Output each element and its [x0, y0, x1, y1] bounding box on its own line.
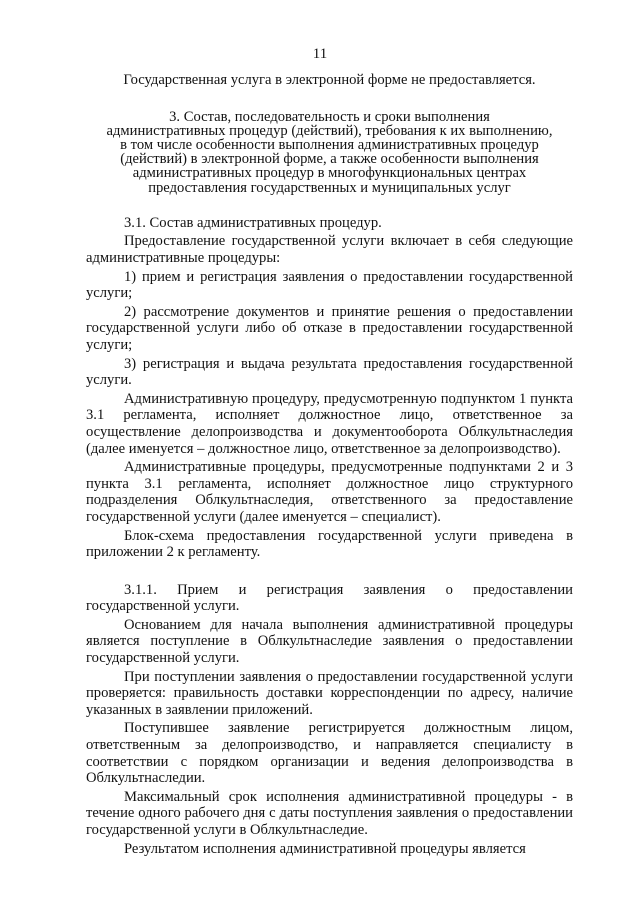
list-item-2: 2) рассмотрение документов и принятие решения о предоставлении государственной услуги либо об отказе в предоставлении государственной услуги;: [86, 303, 573, 353]
paragraph-basis: Основанием для начала выполнения административной процедуры является поступление в Облкультнаследие заявления о предоставлении государственной услуги.: [86, 616, 573, 667]
paragraph-max-term: Максимальный срок исполнения административной процедуры - в течение одного рабочего дня с даты поступления заявления о предоставлении государственной услуги в Облкультнаследие.: [86, 788, 573, 838]
paragraph-registration: Поступившее заявление регистрируется должностным лицом, ответственным за делопроизводство, и направляется специалисту в соответствии с порядком организации и ведения делопроизводства в Облкультнаследии.: [86, 720, 573, 787]
paragraph-responsible-official: Административную процедуру, предусмотренную подпунктом 1 пункта 3.1 регламента, исполняет должностное лицо, ответственное за осуществление делопроизводства и документооборота Облкультнаследия (далее именуется – должностное лицо, ответственное за делопроизводство).: [86, 390, 573, 457]
page-number: 11: [312, 46, 328, 62]
list-item-1: 1) прием и регистрация заявления о предоставлении государственной услуги;: [86, 268, 573, 302]
section-heading-line: предоставления государственных и муниципальных услуг: [148, 179, 511, 196]
paragraph-specialist: Административные процедуры, предусмотренные подпунктами 2 и 3 пункта 3.1 регламента, исполняет должностное лицо структурного подразделения Облкультнаследия, ответственного за предоставление государственной услуги (далее именуется – специалист).: [86, 459, 573, 525]
subsection-title-3-1-1: 3.1.1. Прием и регистрация заявления о предоставлении государственной услуги.: [86, 581, 573, 615]
section-heading-line: административных процедур в многофункциональных центрах: [132, 165, 527, 182]
paragraph-block-scheme: Блок-схема предоставления государственной услуги приведена в приложении 2 к регламенту.: [86, 527, 573, 561]
paragraph-result: Результатом исполнения административной процедуры является: [124, 840, 526, 857]
section-heading: [86, 110, 573, 195]
paragraph-verification: При поступлении заявления о предоставлении государственной услуги проверяется: правильность доставки корреспонденции по адресу, наличие указанных в заявлении приложений.: [86, 668, 573, 718]
paragraph-procedures-intro: Предоставление государственной услуги включает в себя следующие административные процедуры:: [86, 233, 573, 266]
section-heading-line: 3. Состав, последовательность и сроки выполнения: [169, 108, 490, 125]
list-item-3: 3) регистрация и выдача результата предоставления государственной услуги.: [86, 355, 573, 389]
section-heading-line: в том числе особенности выполнения административных процедур: [120, 137, 539, 153]
document-body: [86, 72, 573, 859]
subsection-title-3-1: 3.1. Состав административных процедур.: [124, 214, 382, 231]
section-heading-line: (действий) в электронной форме, а также особенности выполнения: [120, 151, 539, 168]
electronic-form-notice: Государственная услуга в электронной форме не предоставляется.: [123, 72, 536, 88]
section-heading-line: административных процедур (действий), требования к их выполнению,: [106, 122, 553, 139]
